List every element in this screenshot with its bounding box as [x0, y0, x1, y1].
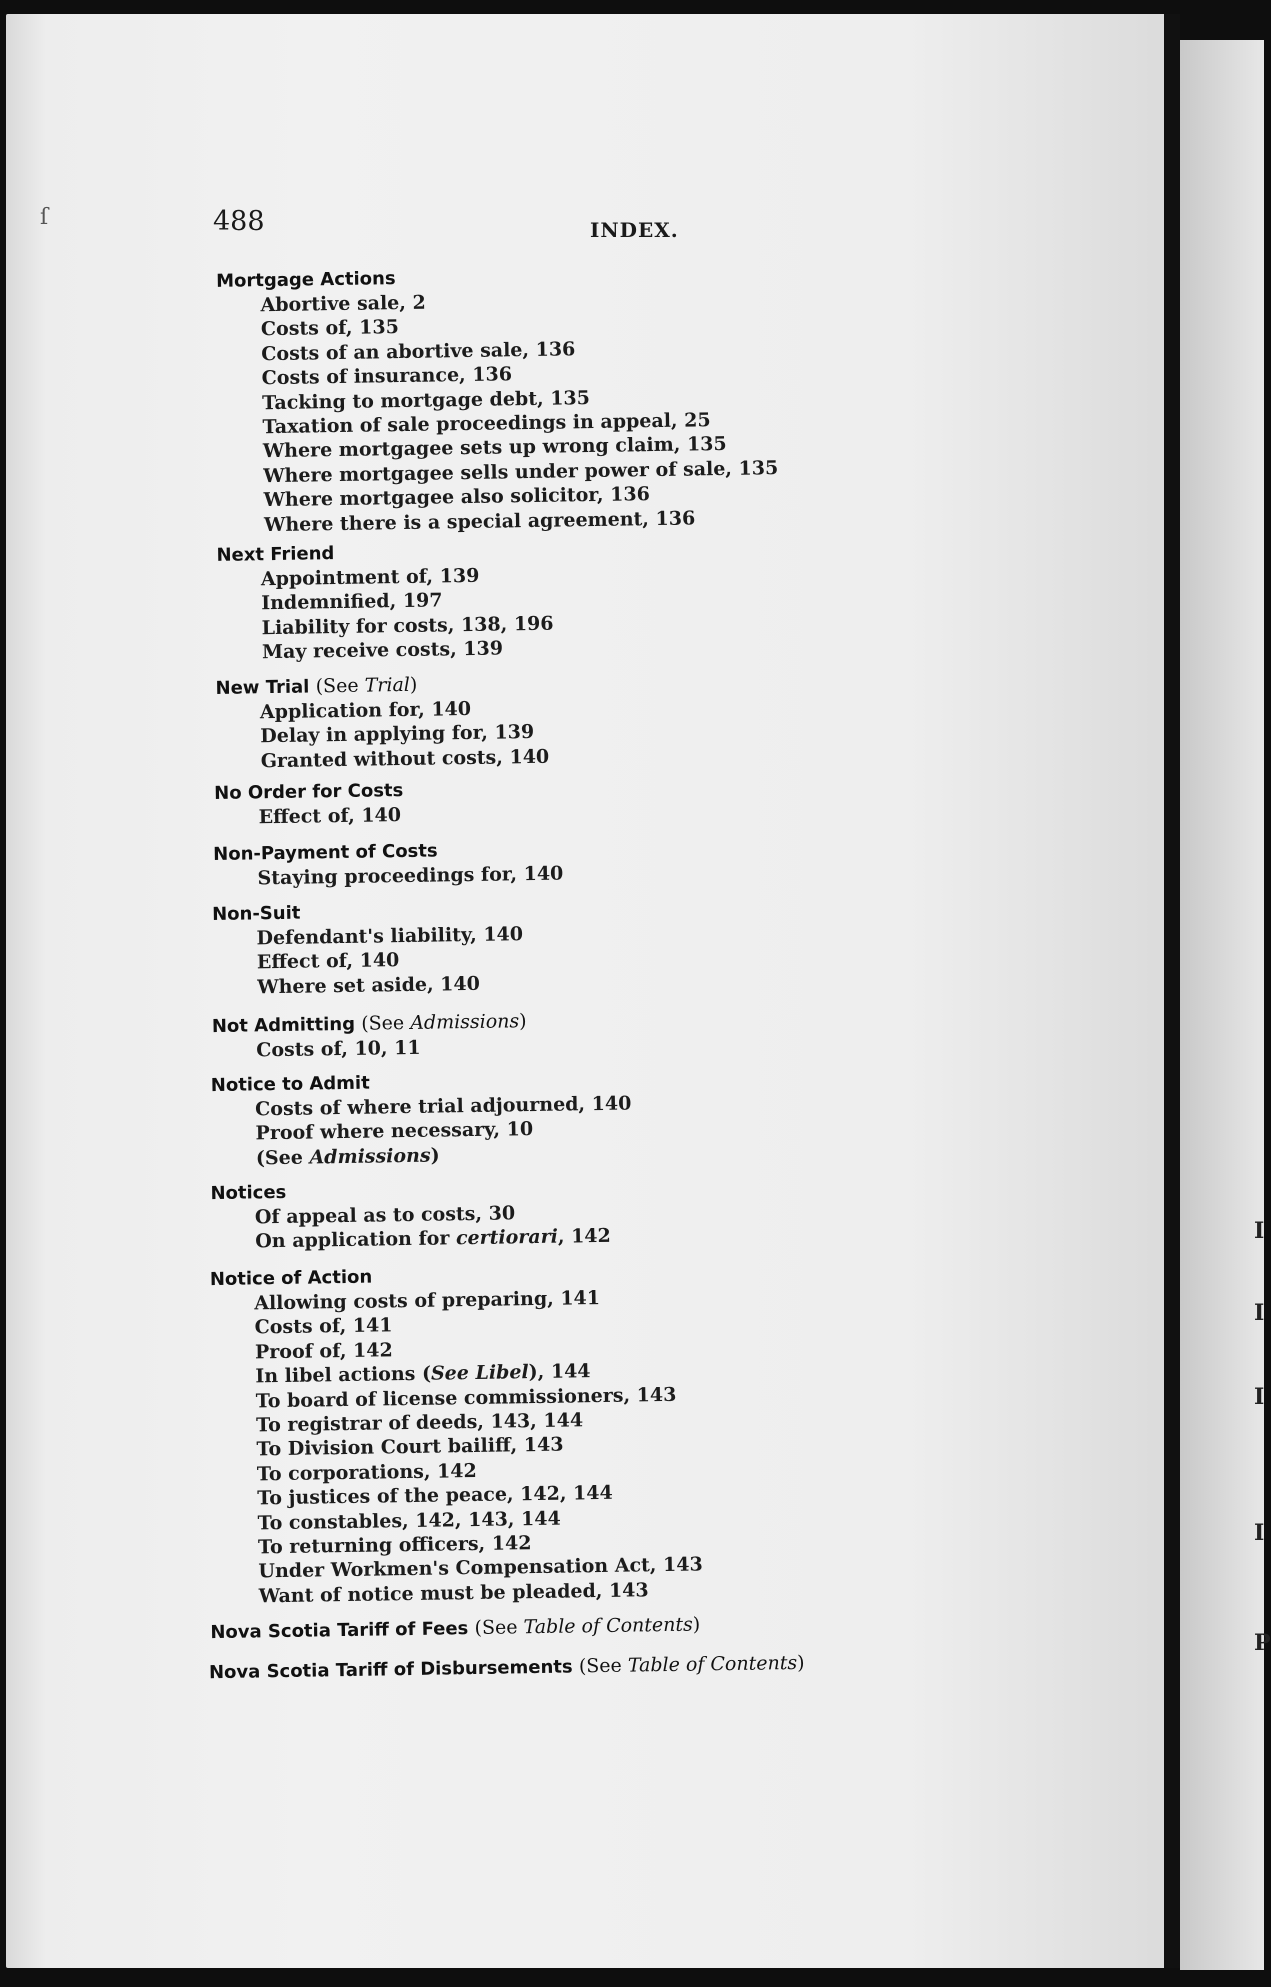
facing-page-letter: I [1254, 1384, 1265, 1410]
stray-mark: ſ [40, 205, 49, 230]
see-prefix: (See [578, 1654, 629, 1678]
subentry: Delay in applying for, 139 [260, 721, 535, 748]
subentry: May receive costs, 139 [261, 637, 504, 664]
entry-heading-text: Mortgage Actions [216, 268, 396, 292]
entry-heading-text: No Order for Costs [214, 780, 404, 804]
see-reference: Admissions [410, 1010, 520, 1034]
subentry: Want of notice must be pleaded, 143 [258, 1579, 649, 1608]
cross-reference [316, 674, 418, 698]
cross-reference [579, 1652, 805, 1678]
see-suffix: ) [430, 1144, 440, 1167]
index-entry [216, 254, 1220, 538]
subentry: Costs of, 10, 11 [256, 1036, 421, 1062]
entry-heading-text: Not Admitting [211, 1013, 356, 1038]
subentry: Defendant's liability, 140 [256, 923, 524, 950]
entry-heading [209, 1644, 1209, 1685]
subentry: Costs of, 135 [260, 316, 400, 341]
index-entry [216, 528, 1218, 665]
subentry: Indemnified, 197 [261, 589, 443, 615]
subentry-italic: certiorari [455, 1226, 559, 1250]
facing-page-letter: I [1254, 1300, 1265, 1326]
index-entry [213, 827, 1214, 891]
see-prefix: (See [361, 1011, 411, 1035]
subentry: Liability for costs, 138, 196 [261, 612, 554, 640]
entry-heading-text: Non-Suit [211, 902, 301, 926]
subentry: Taxation of sale proceedings in appeal, 25 [262, 409, 711, 439]
entry-heading-text: New Trial [215, 676, 310, 699]
subentry-italic: See Libel [430, 1361, 529, 1385]
subentry: Allowing costs of preparing, 141 [254, 1287, 601, 1315]
subentry: To corporations, 142 [256, 1459, 477, 1486]
subentry: Where mortgagee sells under power of sale, 135 [263, 456, 779, 488]
subentry: To returning officers, 142 [257, 1532, 532, 1559]
subentry: Effect of, 140 [256, 949, 400, 974]
entry-heading-text: Nova Scotia Tariff of Disbursements [208, 1656, 573, 1684]
facing-page-letter: P [1254, 1630, 1271, 1656]
subentry-text: ), 144 [528, 1360, 591, 1384]
see-suffix: ) [409, 673, 418, 696]
index-entry [212, 887, 1213, 1000]
entry-heading-text: Notice to Admit [210, 1072, 370, 1097]
entry-heading [210, 1604, 1210, 1645]
see-reference: Trial [364, 673, 411, 697]
subentry: Where set aside, 140 [257, 972, 481, 999]
index-entry [214, 766, 1215, 830]
facing-page-letter: I [1254, 1218, 1265, 1244]
entry-heading-text: Notice of Action [209, 1266, 373, 1291]
subentry: To registrar of deeds, 143, 144 [255, 1409, 584, 1437]
see-reference: Admissions [309, 1144, 431, 1169]
subentry: Effect of, 140 [258, 804, 402, 829]
subentry: To justices of the peace, 142, 144 [257, 1482, 613, 1510]
index-entry [215, 660, 1216, 774]
see-reference: Table of Contents [523, 1613, 693, 1639]
subentry: Where there is a special agreement, 136 [263, 507, 696, 536]
subentry: Where mortgagee sets up wrong claim, 135 [262, 433, 727, 463]
entry-heading-text: Nova Scotia Tariff of Fees [210, 1618, 469, 1644]
see-suffix: ) [692, 1613, 701, 1636]
subentry: Staying proceedings for, 140 [257, 862, 564, 890]
subentry-text: On application for [255, 1227, 457, 1253]
subentry: Tacking to mortgage debt, 135 [261, 386, 591, 414]
index-entry [212, 998, 1213, 1063]
subentry: Where mortgagee also solicitor, 136 [263, 483, 651, 512]
see-reference: Table of Contents [627, 1651, 798, 1677]
entry-heading-text: Non-Payment of Costs [213, 840, 438, 866]
see-suffix: ) [519, 1010, 527, 1033]
index-entry [209, 1644, 1209, 1685]
running-head: INDEX. [590, 218, 679, 242]
see-prefix: (See [255, 1146, 310, 1170]
subentry: Appointment of, 139 [260, 564, 480, 591]
entry-heading-text: Notices [210, 1181, 287, 1205]
see-prefix: (See [315, 674, 365, 698]
subentry: Costs of, 141 [254, 1314, 393, 1339]
page-number: 488 [213, 206, 265, 237]
subentry-text: In libel actions ( [255, 1362, 432, 1388]
see-prefix: (See [474, 1616, 524, 1640]
subentry: To constables, 142, 143, 144 [257, 1507, 561, 1535]
subentry: Application for, 140 [259, 697, 472, 724]
cross-reference [474, 1613, 700, 1639]
index-entry [210, 1604, 1210, 1645]
cross-reference [361, 1010, 527, 1035]
subentry: Costs of an abortive sale, 136 [261, 338, 576, 366]
entry-heading-text: Next Friend [216, 543, 335, 566]
subentry: Proof of, 142 [254, 1339, 393, 1364]
index-entry [210, 1252, 1215, 1609]
subentry: Proof where necessary, 10 [255, 1118, 534, 1145]
index-entry [211, 1058, 1212, 1171]
see-suffix: ) [796, 1651, 805, 1674]
facing-page-letter: I [1254, 1520, 1265, 1546]
subentry: To board of license commissioners, 143 [255, 1383, 677, 1413]
subentry: To Division Court bailiff, 143 [256, 1434, 564, 1461]
subentry-text: , 142 [557, 1225, 611, 1249]
subentry: Abortive sale, 2 [260, 291, 426, 317]
subentry: Costs of where trial adjourned, 140 [255, 1092, 632, 1121]
subentry: Under Workmen's Compensation Act, 143 [258, 1553, 703, 1583]
subentry: Of appeal as to costs, 30 [254, 1202, 516, 1229]
index-entry [210, 1166, 1211, 1255]
subentry: Costs of insurance, 136 [261, 363, 513, 390]
subentry: Granted without costs, 140 [260, 745, 550, 773]
